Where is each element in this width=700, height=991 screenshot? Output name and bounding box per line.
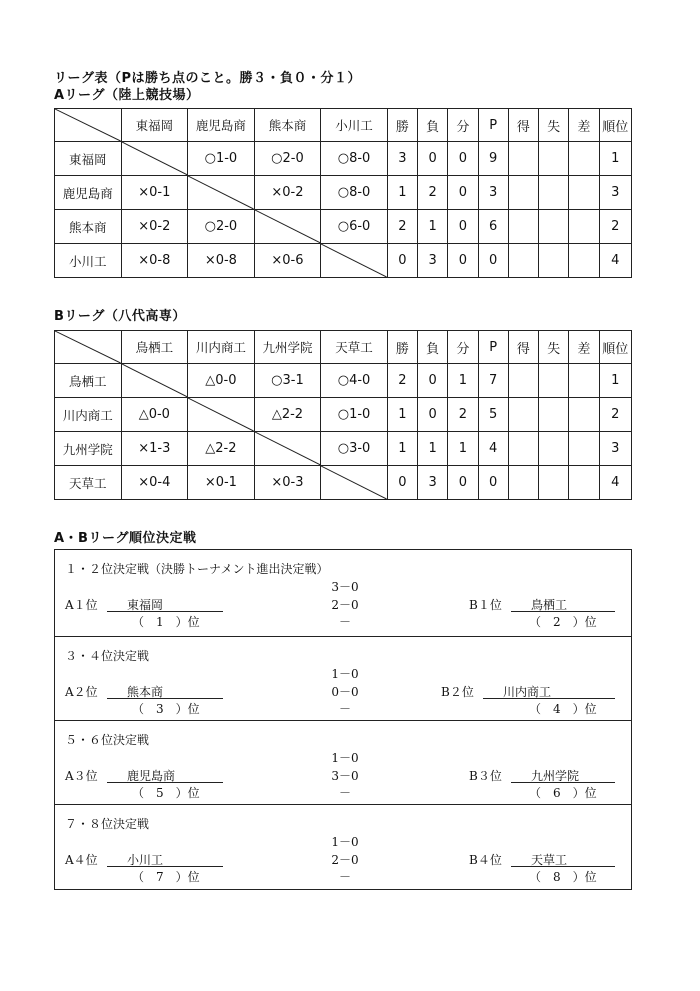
stat-cell: 4 (478, 432, 508, 466)
score-line-2: 2－0 (331, 853, 359, 867)
result-cell: ×0-3 (254, 466, 321, 500)
stat-cell: 9 (478, 142, 508, 176)
b-team-name: 天草工 (511, 851, 615, 867)
column-header: 川内商工 (188, 331, 255, 364)
table-row (55, 466, 632, 500)
stat-cell (569, 466, 599, 500)
stat-cell: 3 (418, 244, 448, 278)
score-line-1: 3－0 (331, 580, 359, 594)
result-cell: ×0-2 (121, 210, 188, 244)
table-row (55, 176, 632, 210)
result-cell: ○6-0 (321, 210, 388, 244)
stat-cell (539, 466, 569, 500)
self-match-cell (254, 432, 321, 466)
row-team-name: 小川工 (55, 244, 122, 278)
playoff-block (55, 720, 631, 805)
league-b-title: Bリーグ（八代高専） (54, 309, 186, 324)
b-seed-label: B１位 (469, 598, 502, 612)
stat-cell: 2 (387, 364, 417, 398)
a-team-name: 鹿児島商 (107, 767, 223, 783)
a-rank: （ 1 ）位 (132, 615, 200, 629)
stat-cell (539, 244, 569, 278)
stat-cell (508, 364, 538, 398)
stat-cell (539, 364, 569, 398)
column-header: P (478, 109, 508, 142)
a-team-name: 小川工 (107, 851, 223, 867)
stat-cell: 1 (599, 142, 631, 176)
self-match-cell (121, 142, 188, 176)
stat-cell: 1 (599, 364, 631, 398)
row-team-name: 九州学院 (55, 432, 122, 466)
column-header: 差 (569, 109, 599, 142)
stat-cell: 0 (448, 142, 478, 176)
column-header: 失 (539, 109, 569, 142)
result-cell: ○3-0 (321, 432, 388, 466)
stat-cell: 1 (387, 398, 417, 432)
stat-cell (569, 244, 599, 278)
stat-cell: 0 (448, 176, 478, 210)
column-header: 得 (508, 331, 538, 364)
table-row (55, 142, 632, 176)
column-header: 失 (539, 331, 569, 364)
column-header: 順位 (599, 331, 631, 364)
column-header: 九州学院 (254, 331, 321, 364)
stat-cell: 1 (387, 432, 417, 466)
result-cell: ○1-0 (321, 398, 388, 432)
result-cell: ○3-1 (254, 364, 321, 398)
column-header: 負 (418, 331, 448, 364)
stat-cell (539, 398, 569, 432)
b-seed-label: B２位 (441, 685, 474, 699)
b-rank: （ 8 ）位 (529, 870, 597, 884)
b-team-name: 鳥栖工 (511, 596, 615, 612)
stat-cell: 0 (448, 244, 478, 278)
result-cell: ×0-4 (121, 466, 188, 500)
stat-cell: 3 (418, 466, 448, 500)
stat-cell: 3 (599, 176, 631, 210)
column-header: 差 (569, 331, 599, 364)
column-header: 得 (508, 109, 538, 142)
stat-cell: 0 (448, 466, 478, 500)
b-team-name: 九州学院 (511, 767, 615, 783)
result-cell: ○8-0 (321, 142, 388, 176)
a-seed-label: A４位 (65, 853, 98, 867)
stat-cell: 2 (599, 210, 631, 244)
a-rank: （ 3 ）位 (132, 702, 200, 716)
self-match-cell (188, 176, 255, 210)
stat-cell (569, 176, 599, 210)
playoff-block (55, 636, 631, 721)
score-line-2: 0－0 (331, 685, 359, 699)
self-match-cell (321, 466, 388, 500)
column-header: 勝 (387, 109, 417, 142)
score-line-3: － (338, 786, 351, 800)
stat-cell: 1 (418, 432, 448, 466)
stat-cell (508, 398, 538, 432)
column-header: 勝 (387, 331, 417, 364)
stat-cell (569, 432, 599, 466)
corner-cell (55, 109, 122, 142)
row-team-name: 東福岡 (55, 142, 122, 176)
result-cell: ○2-0 (188, 210, 255, 244)
stat-cell (508, 432, 538, 466)
self-match-cell (254, 210, 321, 244)
score-line-1: 1－0 (331, 667, 359, 681)
playoff-title: １・２位決定戦（決勝トーナメント進出決定戦） (65, 562, 329, 576)
stat-cell: 0 (418, 398, 448, 432)
playoff-block (55, 804, 631, 889)
header-row (55, 331, 632, 364)
stat-cell (508, 210, 538, 244)
b-team-name: 川内商工 (483, 683, 615, 699)
stat-cell: 0 (478, 244, 508, 278)
playoff-title: A・Bリーグ順位決定戦 (54, 531, 197, 546)
self-match-cell (188, 398, 255, 432)
playoff-title: ３・４位決定戦 (65, 649, 150, 663)
stat-cell: 5 (478, 398, 508, 432)
column-header: 分 (448, 331, 478, 364)
stat-cell: 4 (599, 466, 631, 500)
table-row (55, 398, 632, 432)
column-header: 小川工 (321, 109, 388, 142)
a-seed-label: A２位 (65, 685, 98, 699)
table-row (55, 432, 632, 466)
stat-cell: 4 (599, 244, 631, 278)
a-seed-label: A１位 (65, 598, 98, 612)
stat-cell: 0 (387, 466, 417, 500)
stat-cell: 2 (448, 398, 478, 432)
b-rank: （ 4 ）位 (529, 702, 597, 716)
table-row (55, 210, 632, 244)
b-rank: （ 6 ）位 (529, 786, 597, 800)
column-header: 分 (448, 109, 478, 142)
b-seed-label: B３位 (469, 769, 502, 783)
row-team-name: 天草工 (55, 466, 122, 500)
diagonal-line (321, 244, 387, 277)
diagonal-line (122, 364, 188, 397)
result-cell: ×0-1 (188, 466, 255, 500)
result-cell: △2-2 (188, 432, 255, 466)
stat-cell (508, 142, 538, 176)
result-cell: △0-0 (188, 364, 255, 398)
stat-cell (539, 210, 569, 244)
score-line-1: 1－0 (331, 751, 359, 765)
stat-cell: 2 (387, 210, 417, 244)
result-cell: ×0-1 (121, 176, 188, 210)
column-header: 負 (418, 109, 448, 142)
column-header: 熊本商 (254, 109, 321, 142)
result-cell: △2-2 (254, 398, 321, 432)
stat-cell (508, 244, 538, 278)
stat-cell: 0 (387, 244, 417, 278)
a-team-name: 東福岡 (107, 596, 223, 612)
playoff-title: ７・８位決定戦 (65, 817, 150, 831)
column-header: 順位 (599, 109, 631, 142)
result-cell: ○4-0 (321, 364, 388, 398)
stat-cell (539, 432, 569, 466)
table-row (55, 244, 632, 278)
stat-cell (569, 142, 599, 176)
table-row (55, 364, 632, 398)
stat-cell (508, 176, 538, 210)
column-header: 鹿児島商 (188, 109, 255, 142)
column-header: P (478, 331, 508, 364)
score-line-2: 3－0 (331, 769, 359, 783)
stat-cell (539, 142, 569, 176)
stat-cell (569, 398, 599, 432)
result-cell: ○2-0 (254, 142, 321, 176)
league-b-table (54, 330, 632, 500)
stat-cell: 1 (448, 432, 478, 466)
row-team-name: 川内商工 (55, 398, 122, 432)
result-cell: ×0-8 (121, 244, 188, 278)
stat-cell: 2 (418, 176, 448, 210)
diagonal-line (188, 398, 254, 431)
stat-cell: 3 (387, 142, 417, 176)
b-seed-label: B４位 (469, 853, 502, 867)
diagonal-line (122, 142, 188, 175)
column-header: 東福岡 (121, 109, 188, 142)
diagonal-line (188, 176, 254, 209)
score-line-3: － (338, 615, 351, 629)
self-match-cell (321, 244, 388, 278)
page-title: リーグ表（Pは勝ち点のこと。勝３・負０・分１） (54, 71, 362, 86)
stat-cell: 0 (418, 364, 448, 398)
result-cell: △0-0 (121, 398, 188, 432)
a-seed-label: A３位 (65, 769, 98, 783)
stat-cell: 1 (448, 364, 478, 398)
column-header: 鳥栖工 (121, 331, 188, 364)
stat-cell: 1 (387, 176, 417, 210)
a-team-name: 熊本商 (107, 683, 223, 699)
stat-cell: 1 (418, 210, 448, 244)
playoff-block (55, 550, 631, 636)
stat-cell: 6 (478, 210, 508, 244)
result-cell: ○8-0 (321, 176, 388, 210)
result-cell: ×0-6 (254, 244, 321, 278)
score-line-3: － (338, 870, 351, 884)
column-header: 天草工 (321, 331, 388, 364)
stat-cell: 3 (478, 176, 508, 210)
result-cell: ○1-0 (188, 142, 255, 176)
stat-cell: 3 (599, 432, 631, 466)
stat-cell (569, 364, 599, 398)
header-row (55, 109, 632, 142)
diagonal-line (255, 210, 321, 243)
score-line-1: 1－0 (331, 835, 359, 849)
stat-cell: 2 (599, 398, 631, 432)
diagonal-line (55, 109, 121, 141)
diagonal-line (55, 331, 121, 363)
stat-cell (539, 176, 569, 210)
self-match-cell (121, 364, 188, 398)
stat-cell: 7 (478, 364, 508, 398)
score-line-3: － (338, 702, 351, 716)
a-rank: （ 7 ）位 (132, 870, 200, 884)
stat-cell: 0 (448, 210, 478, 244)
row-team-name: 鹿児島商 (55, 176, 122, 210)
score-line-2: 2－0 (331, 598, 359, 612)
stat-cell (508, 466, 538, 500)
stat-cell: 0 (478, 466, 508, 500)
a-rank: （ 5 ）位 (132, 786, 200, 800)
row-team-name: 鳥栖工 (55, 364, 122, 398)
corner-cell (55, 331, 122, 364)
row-team-name: 熊本商 (55, 210, 122, 244)
playoff-box (54, 549, 632, 890)
result-cell: ×0-8 (188, 244, 255, 278)
stat-cell: 0 (418, 142, 448, 176)
league-a-title: Aリーグ（陸上競技場） (54, 88, 200, 103)
stat-cell (569, 210, 599, 244)
diagonal-line (321, 466, 387, 499)
diagonal-line (255, 432, 321, 465)
result-cell: ×0-2 (254, 176, 321, 210)
b-rank: （ 2 ）位 (529, 615, 597, 629)
league-a-table (54, 108, 632, 278)
playoff-title: ５・６位決定戦 (65, 733, 150, 747)
result-cell: ×1-3 (121, 432, 188, 466)
